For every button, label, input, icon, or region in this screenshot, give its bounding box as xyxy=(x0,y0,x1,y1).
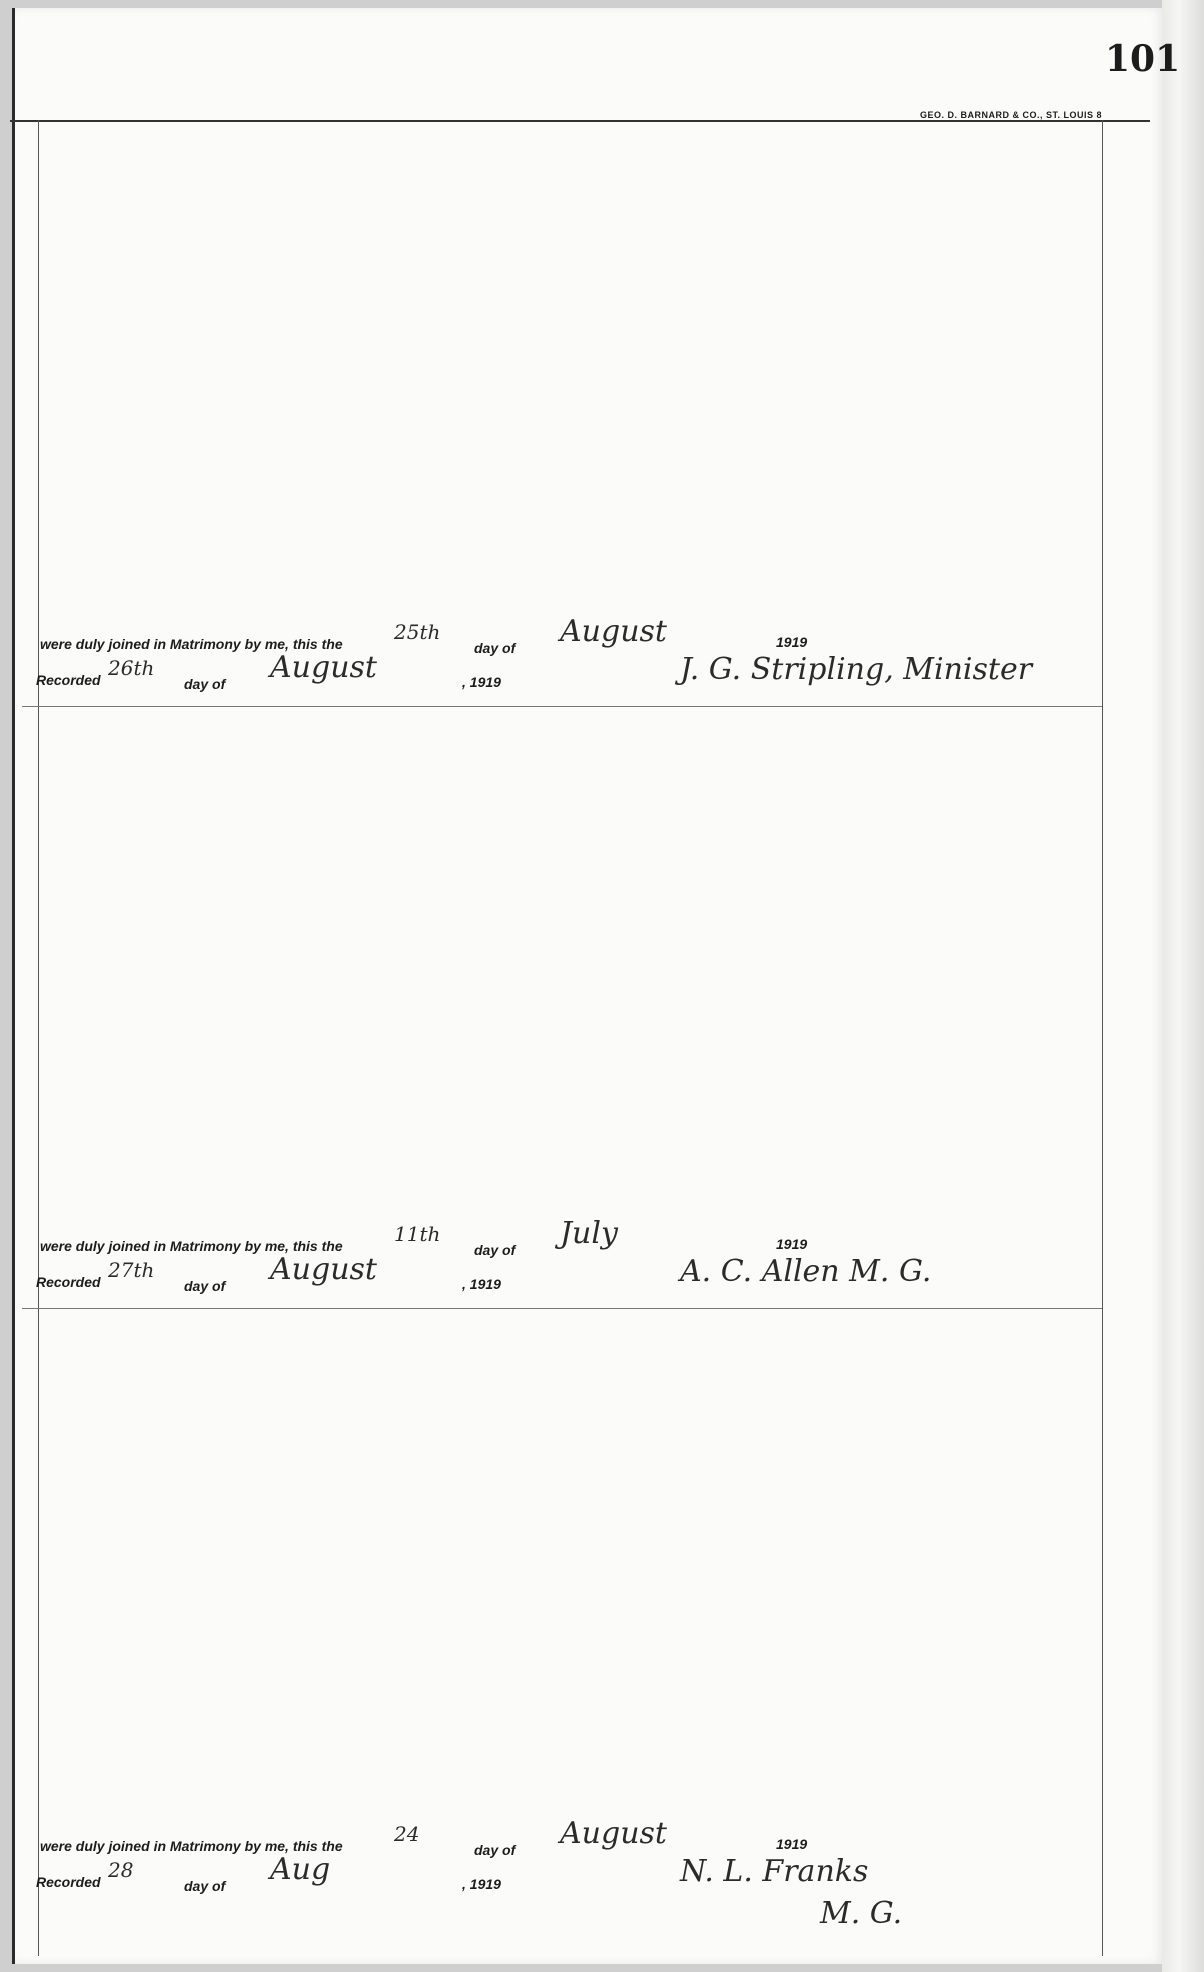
officiant-signature-2: M. G. xyxy=(820,1896,903,1931)
recorded-day: 28 xyxy=(108,1858,134,1882)
married-day: 25th xyxy=(394,620,441,644)
recorded-day: 26th xyxy=(108,656,155,680)
married-month: August xyxy=(560,614,667,649)
printer-imprint: GEO. D. BARNARD & CO., ST. LOUIS 8 xyxy=(920,110,1103,120)
married-month: July xyxy=(560,1216,618,1251)
officiant-signature: A. C. Allen M. G. xyxy=(680,1254,932,1289)
day-of-label: day of xyxy=(474,1242,516,1258)
day-of-label: day of xyxy=(184,1878,226,1894)
day-of-label: day of xyxy=(184,1278,226,1294)
top-rule xyxy=(10,120,1150,122)
married-day: 24 xyxy=(394,1822,420,1846)
left-margin-rule xyxy=(38,120,39,1956)
year-label: 1919 xyxy=(776,1836,808,1852)
page-edge xyxy=(1162,0,1204,1972)
married-month: August xyxy=(560,1816,667,1851)
officiant-signature: N. L. Franks xyxy=(680,1854,869,1889)
recorded-label: Recorded xyxy=(36,1274,101,1290)
right-margin-rule xyxy=(1102,120,1103,1956)
married-day: 11th xyxy=(394,1222,441,1246)
recorded-month: August xyxy=(270,650,377,685)
recorded-year: , 1919 xyxy=(462,1276,501,1292)
recorded-label: Recorded xyxy=(36,672,101,688)
recorded-year: , 1919 xyxy=(462,1876,501,1892)
record-separator xyxy=(22,706,1102,707)
duly-joined-text: were duly joined in Matrimony by me, this the xyxy=(40,1238,343,1254)
duly-joined-text: were duly joined in Matrimony by me, this the xyxy=(40,636,343,652)
recorded-month: Aug xyxy=(270,1852,331,1887)
year-label: 1919 xyxy=(776,1236,808,1252)
year-label: 1919 xyxy=(776,634,808,650)
day-of-label: day of xyxy=(184,676,226,692)
day-of-label: day of xyxy=(474,640,516,656)
day-of-label: day of xyxy=(474,1842,516,1858)
recorded-year: , 1919 xyxy=(462,674,501,690)
recorded-day: 27th xyxy=(108,1258,155,1282)
record-separator xyxy=(22,1308,1102,1309)
recorded-month: August xyxy=(270,1252,377,1287)
page-number: 101 xyxy=(1105,38,1181,80)
duly-joined-text: were duly joined in Matrimony by me, this the xyxy=(40,1838,343,1854)
recorded-label: Recorded xyxy=(36,1874,101,1890)
register-page xyxy=(12,8,1165,1964)
officiant-signature: J. G. Stripling, Minister xyxy=(680,652,1033,687)
